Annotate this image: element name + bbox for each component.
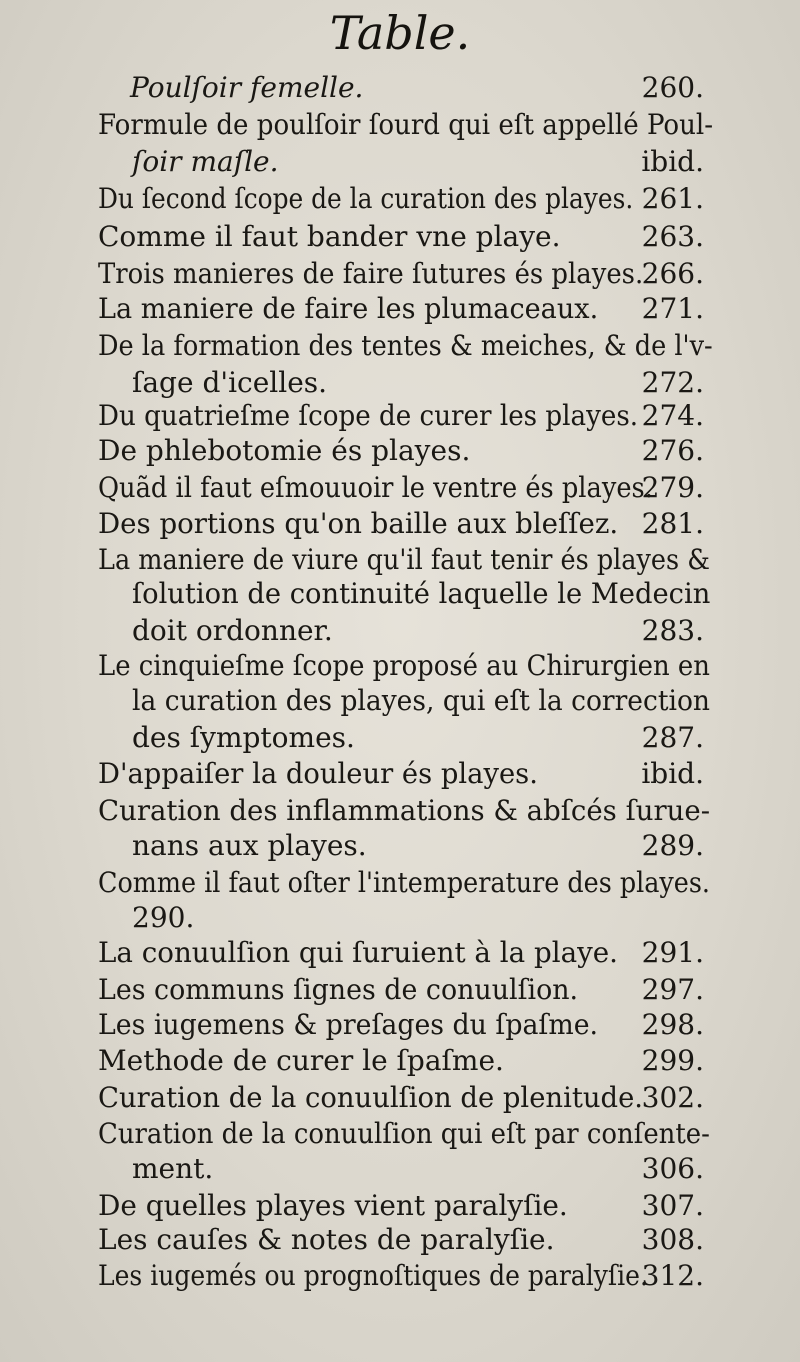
page-title: Table.: [329, 6, 471, 60]
toc-line: [0, 365, 800, 401]
toc-line: [0, 1222, 800, 1258]
toc-entry-text: D'appaiſer la douleur és playes.: [98, 757, 538, 790]
toc-entry-text: La maniere de viure qu'il faut tenir és playes &: [98, 543, 710, 576]
toc-line: [0, 972, 800, 1008]
toc-page-number: 279.: [641, 471, 704, 504]
toc-entry-text: Formule de poulſoir ſourd qui eſt appellé Poul-: [98, 108, 714, 141]
toc-line: [0, 398, 800, 434]
toc-entry-text: nans aux playes.: [132, 829, 367, 862]
toc-line: [0, 506, 800, 542]
toc-entry-text: Poulſoir femelle.: [130, 71, 364, 104]
toc-page-number: 276.: [641, 434, 704, 467]
toc-entry-text: doit ordonner.: [132, 614, 333, 647]
toc-line: [0, 291, 800, 327]
toc-entry-text: La maniere de faire les plumaceaux.: [98, 292, 599, 325]
toc-entry-text: La conuulſion qui ſuruient à la playe.: [98, 936, 618, 969]
toc-entry-text: Trois manieres de faire ſutures és playes.: [98, 257, 644, 290]
toc-line: [0, 328, 800, 364]
toc-line: [0, 256, 800, 292]
toc-page-number: ibid.: [641, 757, 704, 790]
toc-page-number: 266.: [641, 257, 704, 290]
toc-page-number: 297.: [641, 973, 704, 1006]
toc-page-number: 289.: [641, 829, 704, 862]
toc-page-number: 260.: [641, 71, 704, 104]
toc-entry-text: De quelles playes vient paralyſie.: [98, 1189, 568, 1222]
toc-page-number: 263.: [641, 220, 704, 253]
toc-entry-text: De phlebotomie és playes.: [98, 434, 471, 467]
toc-entry-text: 290.: [132, 901, 195, 934]
toc-line: [0, 720, 800, 756]
toc-entry-text: Du ſecond ſcope de la curation des playes.: [98, 182, 634, 215]
toc-page-number: 307.: [641, 1189, 704, 1222]
toc-entry-text: Curation des inflammations & abſcés ſurue-: [98, 794, 711, 827]
toc-line: [0, 433, 800, 469]
toc-line: [0, 683, 800, 719]
toc-line: [0, 1151, 800, 1187]
toc-entry-text: Des portions qu'on baille aux bleſſez.: [98, 507, 619, 540]
toc-line: [0, 144, 800, 180]
toc-line: [0, 613, 800, 649]
toc-entry-text: Du quatrieſme ſcope de curer les playes.: [98, 399, 639, 432]
toc-entry-text: Les iugemés ou prognoſtiques de paralyſie.: [98, 1259, 648, 1292]
toc-line: [0, 756, 800, 792]
toc-page-number: 306.: [641, 1152, 704, 1185]
toc-page-number: 308.: [641, 1223, 704, 1256]
toc-line: [0, 576, 800, 612]
toc-entry-text: Les cauſes & notes de paralyſie.: [98, 1223, 555, 1256]
toc-line: [0, 219, 800, 255]
toc-line: [0, 542, 800, 578]
toc-line: [0, 865, 800, 901]
toc-page-number: 302.: [641, 1081, 704, 1114]
toc-line: [0, 900, 800, 936]
toc-entry-text: ſolution de continuité laquelle le Medecin: [132, 577, 711, 610]
toc-line: [0, 1116, 800, 1152]
toc-entry-text: Quãd il faut eſmouuoir le ventre és playes.: [98, 471, 653, 504]
toc-page-number: 312.: [641, 1259, 704, 1292]
toc-entry-text: ſage d'icelles.: [132, 366, 328, 399]
toc-page-number: 281.: [641, 507, 704, 540]
toc-entry-text: Les iugemens & preſages du ſpaſme.: [98, 1008, 599, 1041]
toc-line: [0, 70, 800, 106]
toc-page-number: ibid.: [641, 145, 704, 178]
toc-page-number: 299.: [641, 1044, 704, 1077]
toc-line: [0, 470, 800, 506]
toc-line: [0, 1043, 800, 1079]
toc-line: [0, 1080, 800, 1116]
toc-entry-text: Methode de curer le ſpaſme.: [98, 1044, 504, 1077]
toc-entry-text: ment.: [132, 1152, 214, 1185]
toc-line: [0, 935, 800, 971]
toc-entry-text: Comme il faut bander vne playe.: [98, 220, 561, 253]
toc-page-number: 298.: [641, 1008, 704, 1041]
toc-entry-text: Curation de la conuulſion de plenitude.: [98, 1081, 644, 1114]
toc-line: [0, 828, 800, 864]
toc-page-number: 291.: [641, 936, 704, 969]
toc-page-number: 261.: [641, 182, 704, 215]
toc-line: [0, 1007, 800, 1043]
toc-entry-text: Curation de la conuulſion qui eſt par conſente-: [98, 1117, 710, 1150]
toc-entry-text: De la formation des tentes & meiches, & de l'v-: [98, 329, 713, 362]
toc-entry-text: la curation des playes, qui eſt la correction: [132, 684, 710, 717]
toc-entry-text: Les communs ſignes de conuulſion.: [98, 973, 579, 1006]
toc-line: [0, 1188, 800, 1224]
toc-page-number: 287.: [641, 721, 704, 754]
toc-line: [0, 793, 800, 829]
toc-entry-text: Comme il faut oſter l'intemperature des playes.: [98, 866, 710, 899]
toc-entry-text: Le cinquieſme ſcope proposé au Chirurgien en: [98, 649, 710, 682]
toc-page-number: 274.: [641, 399, 704, 432]
toc-line: [0, 1258, 800, 1294]
toc-entry-text: ſoir maſle.: [132, 145, 279, 178]
toc-page-number: 283.: [641, 614, 704, 647]
toc-line: [0, 648, 800, 684]
toc-page-number: 272.: [641, 366, 704, 399]
toc-entry-text: des ſymptomes.: [132, 721, 355, 754]
toc-page-number: 271.: [641, 292, 704, 325]
toc-line: [0, 107, 800, 143]
toc-line: [0, 181, 800, 217]
